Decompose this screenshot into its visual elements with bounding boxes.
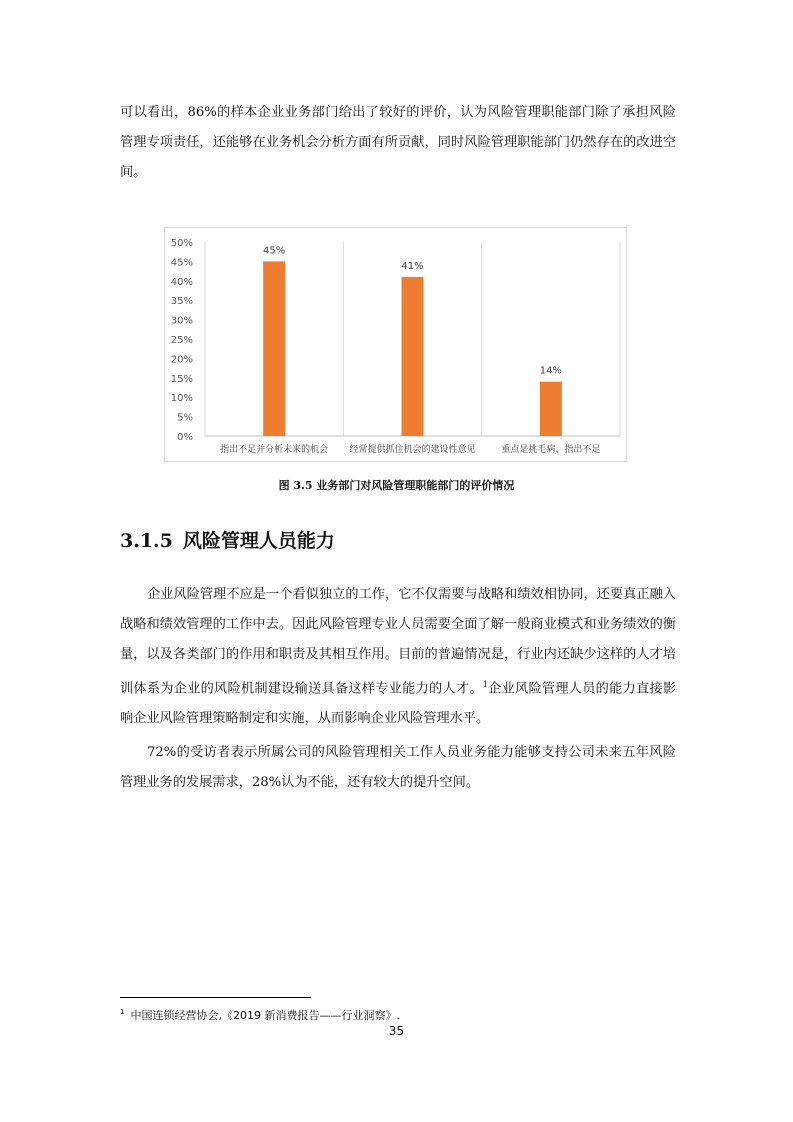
page-number: 35 bbox=[388, 1024, 405, 1038]
footnote-marker: 1 bbox=[120, 1008, 125, 1017]
footnote-divider bbox=[120, 997, 311, 998]
y-tick-label: 45% bbox=[170, 257, 193, 269]
section-number: 3.1.5 bbox=[120, 530, 173, 552]
body-paragraph-3: 72%的受访者表示所属公司的风险管理相关工作人员业务能力能够支持公司未来五年风险管理业务的发展需求，28%认为不能，还有较大的提升空间。 bbox=[120, 745, 676, 790]
y-tick-label: 35% bbox=[170, 296, 193, 308]
y-tick-label: 10% bbox=[170, 393, 193, 405]
data-label: 14% bbox=[539, 365, 562, 377]
category-label: 指出不足并分析未来的机会 bbox=[220, 445, 329, 455]
footnote-reference[interactable]: 1 bbox=[482, 680, 488, 689]
bar-chart-svg bbox=[165, 228, 628, 463]
bar-chart bbox=[164, 227, 627, 462]
y-tick-label: 20% bbox=[170, 354, 193, 366]
section-heading bbox=[120, 526, 335, 553]
y-tick-label: 30% bbox=[170, 315, 193, 327]
data-label: 41% bbox=[401, 260, 424, 272]
section-title: 风险管理人员能力 bbox=[182, 530, 335, 552]
data-label: 45% bbox=[263, 245, 286, 257]
bar bbox=[263, 261, 285, 436]
paragraph-2-tail: 企业风险管理人员的能力直接影响企业风险管理策略制定和实施，从而影响企业风险管理水平。 bbox=[120, 681, 677, 727]
y-tick-label: 50% bbox=[170, 238, 193, 249]
bar bbox=[540, 382, 562, 436]
category-label: 重点是挑毛病、指出不足 bbox=[501, 445, 601, 455]
y-tick-label: 15% bbox=[170, 373, 193, 385]
body-paragraph-2 bbox=[120, 580, 676, 734]
paragraph-2-text: 企业风险管理不应是一个看似独立的工作，它不仅需要与战略和绩效相协同，还要真正融入战略和绩效管理的工作中去。因此风险管理专业人员需要全面了解一般商业模式和业务绩效的衡量，以及各类部门的作用和职责及其相互作用。目前的普遍情况是，行业内还缺少这样的人才培训体系为企业的风险机制建设输送具备这样专业能力的人才。 bbox=[120, 587, 676, 697]
bar bbox=[402, 277, 424, 436]
y-tick-label: 40% bbox=[170, 276, 193, 288]
footnote bbox=[120, 1007, 400, 1023]
body-paragraph-1: 可以看出，86%的样本企业业务部门给出了较好的评价，认为风险管理职能部门除了承担风险管理专项责任，还能够在业务机会分析方面有所贡献，同时风险管理职能部门仍然存在的改进空间。 bbox=[120, 105, 676, 180]
y-tick-label: 0% bbox=[177, 432, 193, 443]
figure-caption: 图 3.5 业务部门对风险管理职能部门的评价情况 bbox=[278, 479, 515, 492]
y-tick-label: 5% bbox=[177, 412, 193, 424]
footnote-text: 中国连锁经营协会,《2019 新消费报告——行业洞察》. bbox=[130, 1009, 400, 1022]
y-tick-label: 25% bbox=[170, 335, 193, 346]
category-label: 经常提供抓住机会的建设性意见 bbox=[349, 445, 476, 455]
